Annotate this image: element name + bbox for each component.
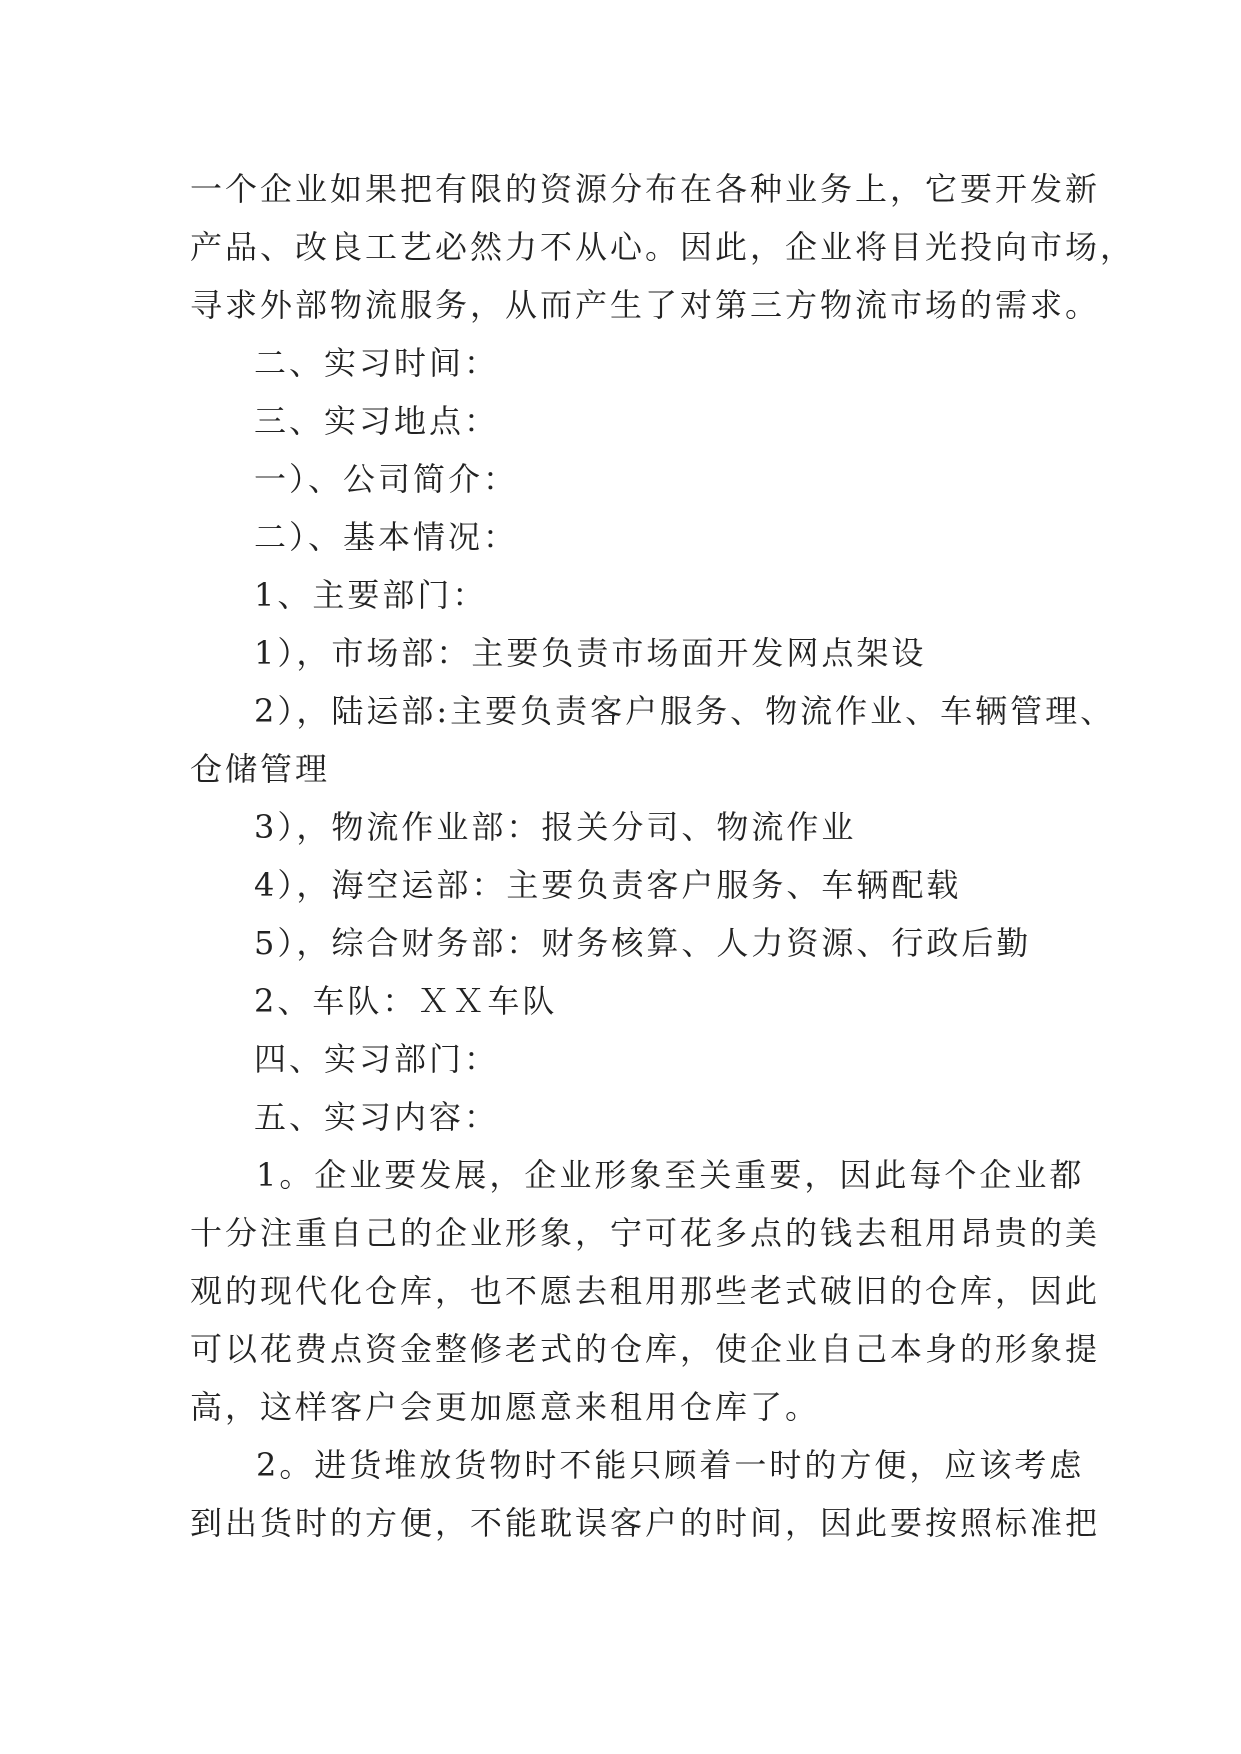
section-heading-internship-time: 二、实习时间： xyxy=(254,344,500,382)
content-paragraph-1-line: 1。企业要发展，企业形象至关重要，因此每个企业都 xyxy=(256,1156,1085,1194)
department-item-land-transport: 2），陆运部:主要负责客户服务、物流作业、车辆管理、 xyxy=(254,692,1116,730)
department-item-land-transport-continued: 仓储管理 xyxy=(190,750,331,788)
item-fleet: 2、车队：ＸＸ车队 xyxy=(254,982,558,1020)
content-paragraph-1-line: 高，这样客户会更加愿意来租用仓库了。 xyxy=(190,1388,821,1426)
subsection-heading-basic-situation: 二）、基本情况： xyxy=(254,518,519,556)
section-heading-internship-department: 四、实习部门： xyxy=(254,1040,500,1078)
content-paragraph-1-line: 可以花费点资金整修老式的仓库，使企业自己本身的形象提 xyxy=(190,1330,1101,1368)
content-paragraph-1-line: 十分注重自己的企业形象，宁可花多点的钱去租用昂贵的美 xyxy=(190,1214,1101,1252)
department-item-logistics-operations: 3），物流作业部：报关分司、物流作业 xyxy=(254,808,857,846)
paragraph-line: 产品、改良工艺必然力不从心。因此，企业将目光投向市场， xyxy=(190,228,1136,266)
department-item-marketing: 1），市场部：主要负责市场面开发网点架设 xyxy=(254,634,927,672)
content-paragraph-2-line: 到出货时的方便，不能耽误客户的时间，因此要按照标准把 xyxy=(190,1504,1101,1542)
section-heading-internship-location: 三、实习地点： xyxy=(254,402,500,440)
section-heading-internship-content: 五、实习内容： xyxy=(254,1098,500,1136)
document-body xyxy=(190,160,1136,1552)
content-paragraph-1-line: 观的现代化仓库，也不愿去租用那些老式破旧的仓库，因此 xyxy=(190,1272,1101,1310)
content-paragraph-2-line: 2。进货堆放货物时不能只顾着一时的方便，应该考虑 xyxy=(256,1446,1085,1484)
department-item-finance: 5），综合财务部：财务核算、人力资源、行政后勤 xyxy=(254,924,1032,962)
item-heading-main-departments: 1、主要部门： xyxy=(254,576,488,614)
department-item-sea-air-transport: 4），海空运部：主要负责客户服务、车辆配载 xyxy=(254,866,962,904)
subsection-heading-company-profile: 一）、公司简介： xyxy=(254,460,519,498)
paragraph-line: 一个企业如果把有限的资源分布在各种业务上，它要开发新 xyxy=(190,170,1101,208)
paragraph-line: 寻求外部物流服务，从而产生了对第三方物流市场的需求。 xyxy=(190,286,1101,324)
